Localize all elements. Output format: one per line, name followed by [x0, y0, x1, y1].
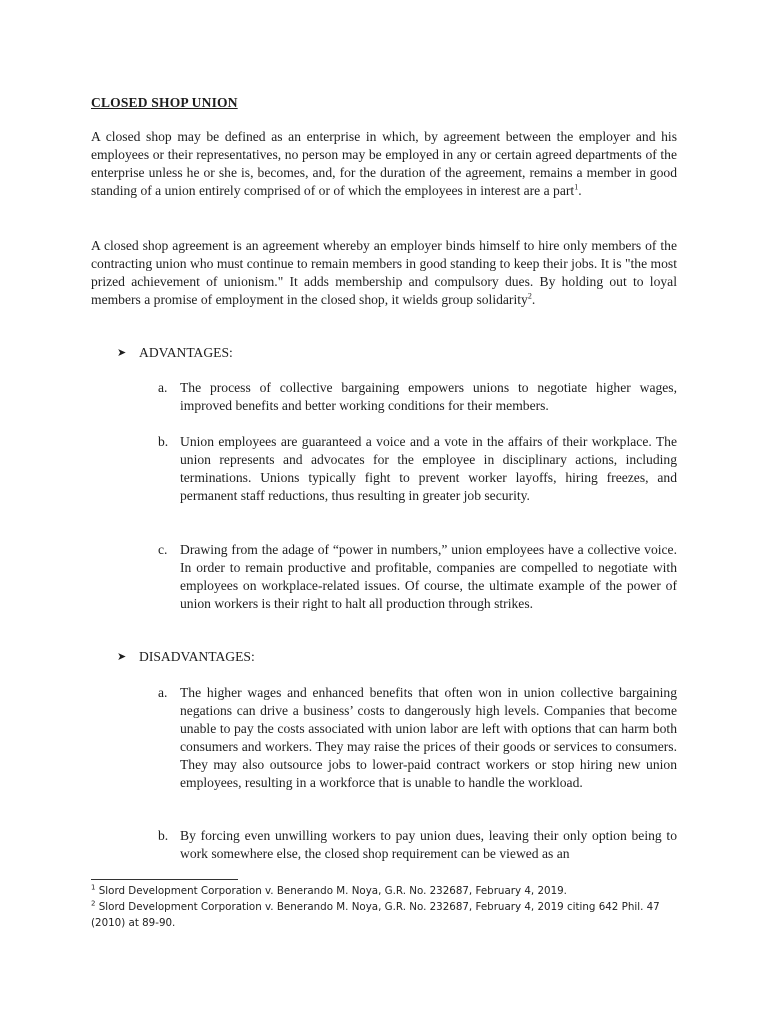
- list-item-text: The higher wages and enhanced benefits that often won in union collective bargaining negations can drive a business’ costs to dangerously high levels. Companies that become unable to pay the costs associated with union labor are left with options that can harm both consumers and workers. They may raise the prices of their goods or services to consumers. They may also outsource jobs to lower-paid contract workers or stop hiring new union employees, resulting in a workforce that is unable to handle the workload.: [180, 685, 677, 790]
- list-marker: b.: [158, 828, 169, 843]
- document-title: CLOSED SHOP UNION: [91, 95, 238, 110]
- paragraph-end: .: [578, 183, 582, 198]
- list-item-text: Drawing from the adage of “power in numbers,” union employees have a collective voice. In order to remain productive and profitable, companies are compelled to negotiate with employees on workplace-related issues. Of course, the ultimate example of the power of union workers is their right to halt all production through strikes.: [180, 542, 677, 611]
- footnote-text: Slord Development Corporation v. Benerando M. Noya, G.R. No. 232687, February 4, 2019 citing 642 Phil. 47 (2010) at 89-90.: [91, 901, 660, 929]
- disadvantages-heading: [117, 648, 255, 666]
- list-item-text: Union employees are guaranteed a voice and a vote in the affairs of their workplace. The union represents and advocates for the employee in disciplinary actions, including terminations. Unions typically fight to prevent worker layoffs, hiring freezes, and permanent staff reductions, thus resulting in greater job security.: [180, 434, 677, 503]
- disadvantage-item-b: [158, 827, 677, 863]
- footnote-text: Slord Development Corporation v. Benerando M. Noya, G.R. No. 232687, February 4, 2019.: [98, 885, 567, 897]
- footnote-ref-1[interactable]: 1: [574, 182, 579, 192]
- disadvantage-item-a: [158, 684, 677, 792]
- paragraph-end: .: [531, 292, 536, 307]
- paragraph-definition: [91, 128, 677, 200]
- paragraph-text: A closed shop may be defined as an enterprise in which, by agreement between the employer and his employees or their representatives, no person may be employed in any or certain agreed departments of the enterprise unless he or she is, becomes, and, for the duration of the agreement, remains a member in good standing of a union entirely comprised of or of which the employees in interest are a part: [91, 129, 677, 198]
- advantage-item-a: [158, 379, 677, 415]
- advantage-item-c: [158, 541, 677, 613]
- list-item-text: The process of collective bargaining empowers unions to negotiate higher wages, improved benefits and better working conditions for their members.: [180, 380, 677, 413]
- footnote-number: 1: [91, 883, 96, 892]
- paragraph-text: A closed shop agreement is an agreement whereby an employer binds himself to hire only members of the contracting union who must continue to remain members in good standing to keep their jobs. It is "the most prized achievement of unionism." It adds membership and compulsory dues. By holding out to loyal members a promise of employment in the closed shop, it wields group solidarity: [91, 238, 677, 307]
- list-item-text: By forcing even unwilling workers to pay union dues, leaving their only option being to work somewhere else, the closed shop requirement can be viewed as an: [180, 828, 677, 861]
- arrowhead-bullet-icon: ➤: [117, 651, 127, 663]
- footnote-ref-2[interactable]: 2: [527, 291, 532, 301]
- list-marker: b.: [158, 434, 169, 449]
- footnote-separator: [91, 879, 238, 880]
- advantage-item-b: [158, 433, 677, 505]
- advantages-heading: [117, 344, 233, 362]
- list-marker: c.: [158, 542, 168, 557]
- arrowhead-bullet-icon: ➤: [117, 347, 127, 359]
- paragraph-agreement: [91, 237, 677, 309]
- footnote-2: [91, 899, 681, 931]
- list-marker: a.: [158, 685, 168, 700]
- advantages-heading-label: ADVANTAGES:: [139, 345, 233, 360]
- footnote-1: [91, 883, 681, 899]
- list-marker: a.: [158, 380, 168, 395]
- footnote-number: 2: [91, 899, 96, 908]
- disadvantages-heading-label: DISADVANTAGES:: [139, 649, 255, 664]
